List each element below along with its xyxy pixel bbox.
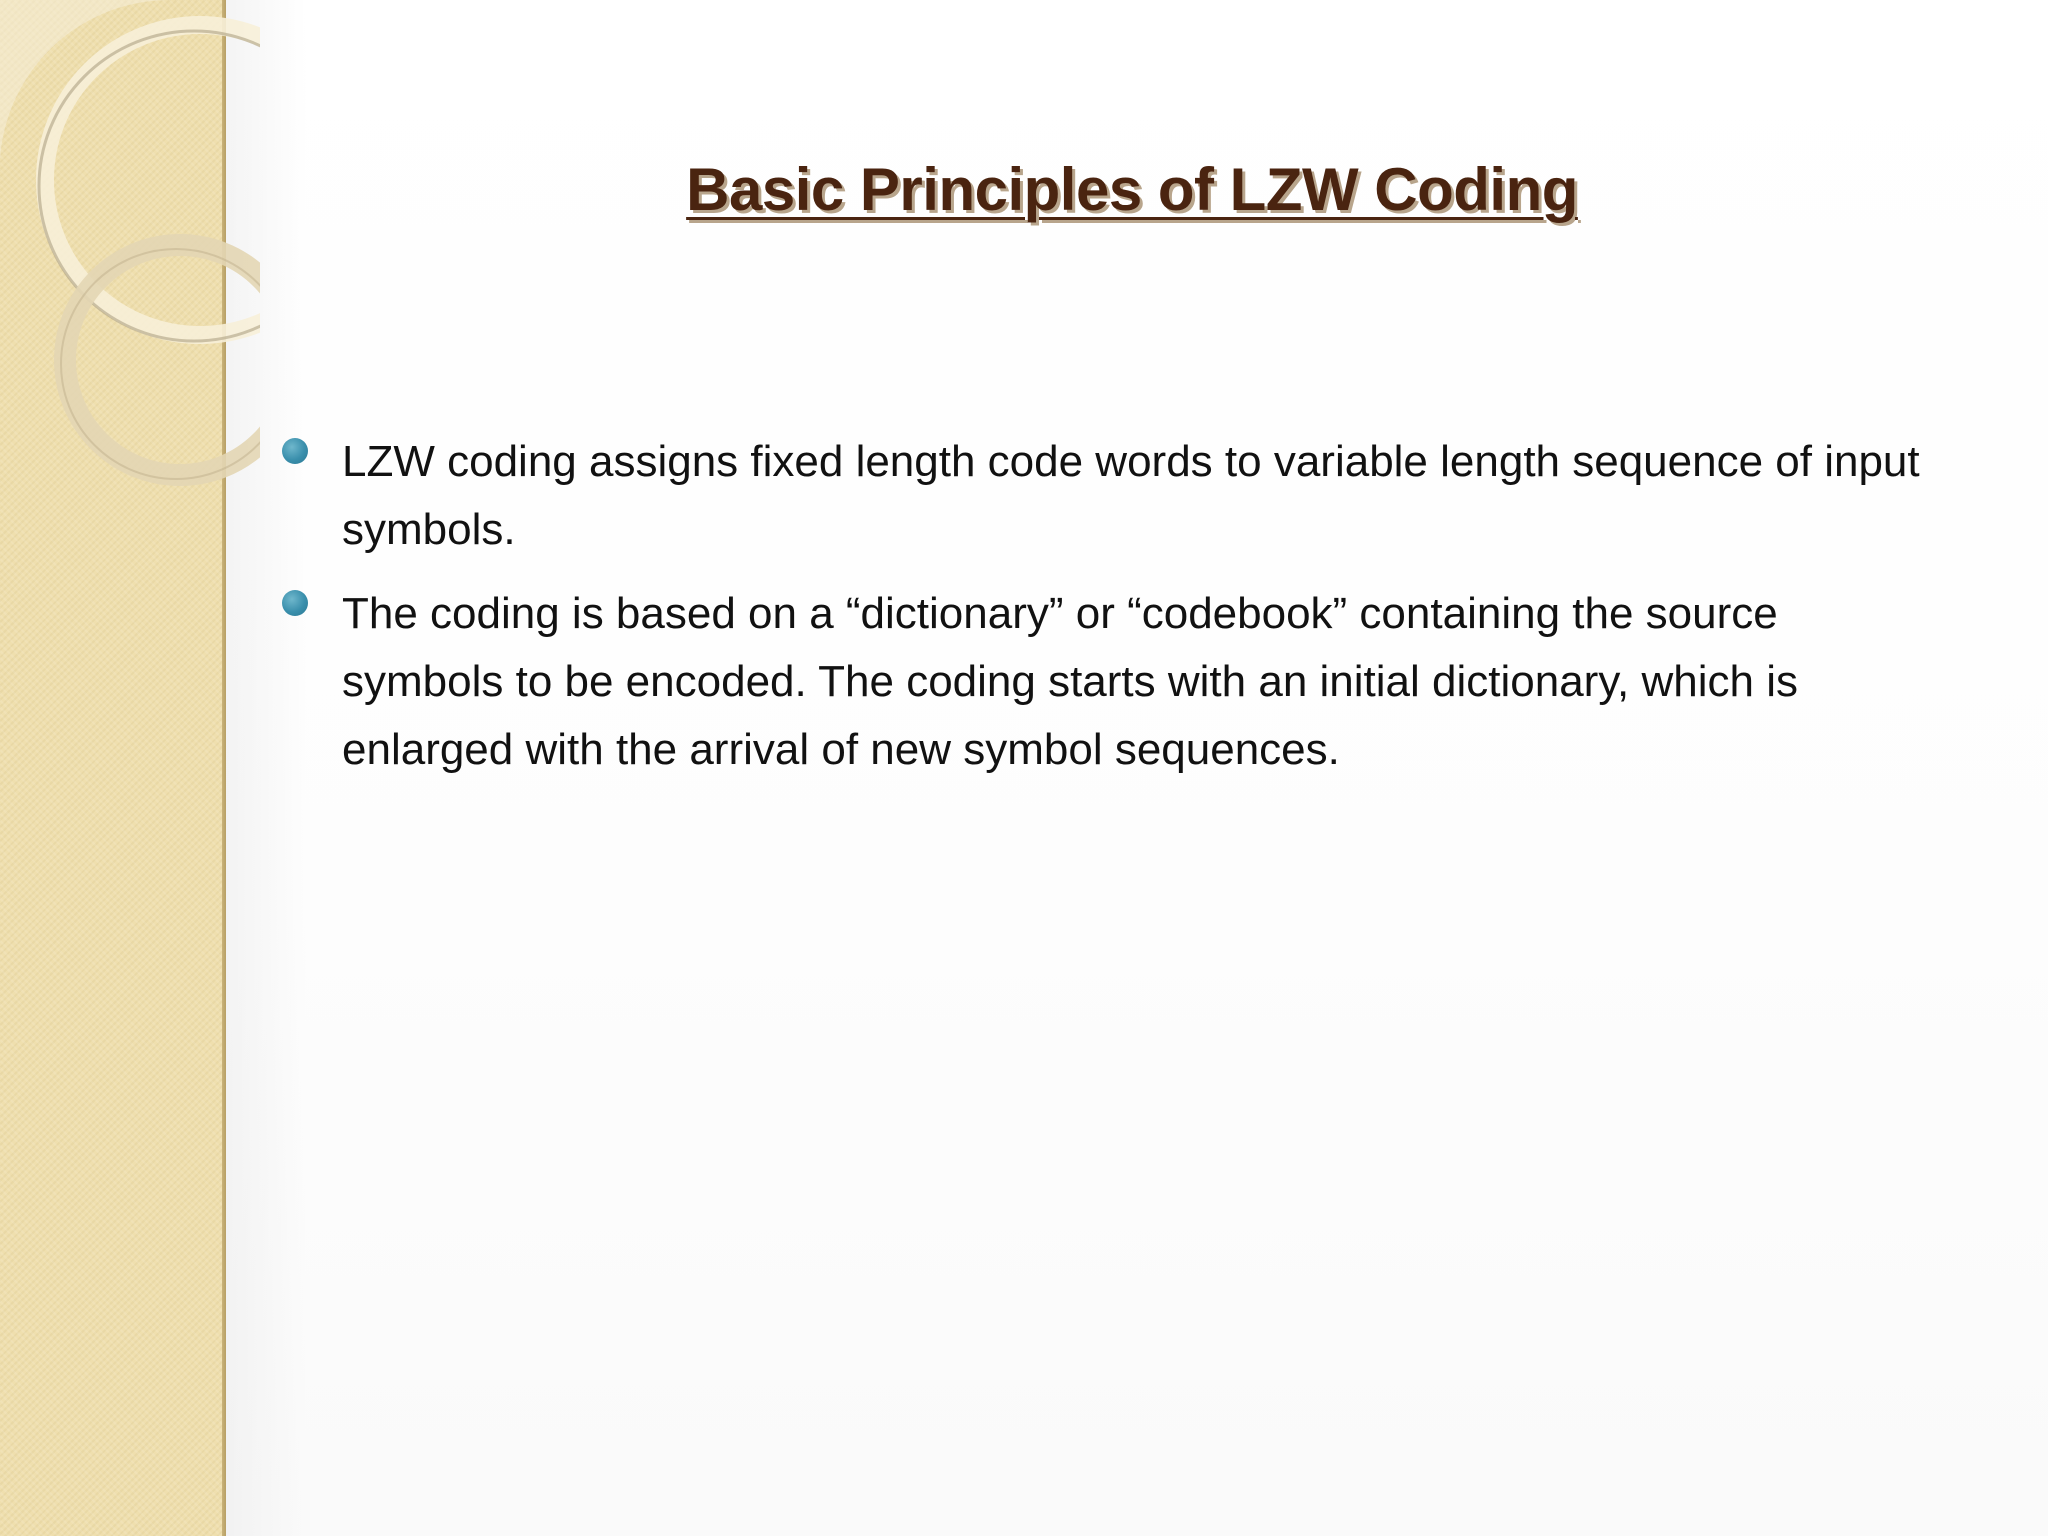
bullet-text: LZW coding assigns fixed length code words to variable length sequence of input symbols. bbox=[342, 437, 1920, 554]
bullet-list bbox=[280, 428, 1920, 800]
decorative-rings bbox=[0, 0, 260, 520]
slide-title: Basic Principles of LZW Coding bbox=[686, 156, 1578, 223]
bullet-item bbox=[280, 428, 1920, 564]
title-container bbox=[226, 155, 2048, 224]
bullet-dot-icon bbox=[282, 438, 308, 464]
bullet-dot-icon bbox=[282, 590, 308, 616]
bullet-text: The coding is based on a “dictionary” or “codebook” containing the source symbols to be encoded. The coding starts with an initial dictionary, which is enlarged with the arrival of new symbol sequences. bbox=[342, 589, 1798, 774]
bullet-item bbox=[280, 580, 1920, 784]
